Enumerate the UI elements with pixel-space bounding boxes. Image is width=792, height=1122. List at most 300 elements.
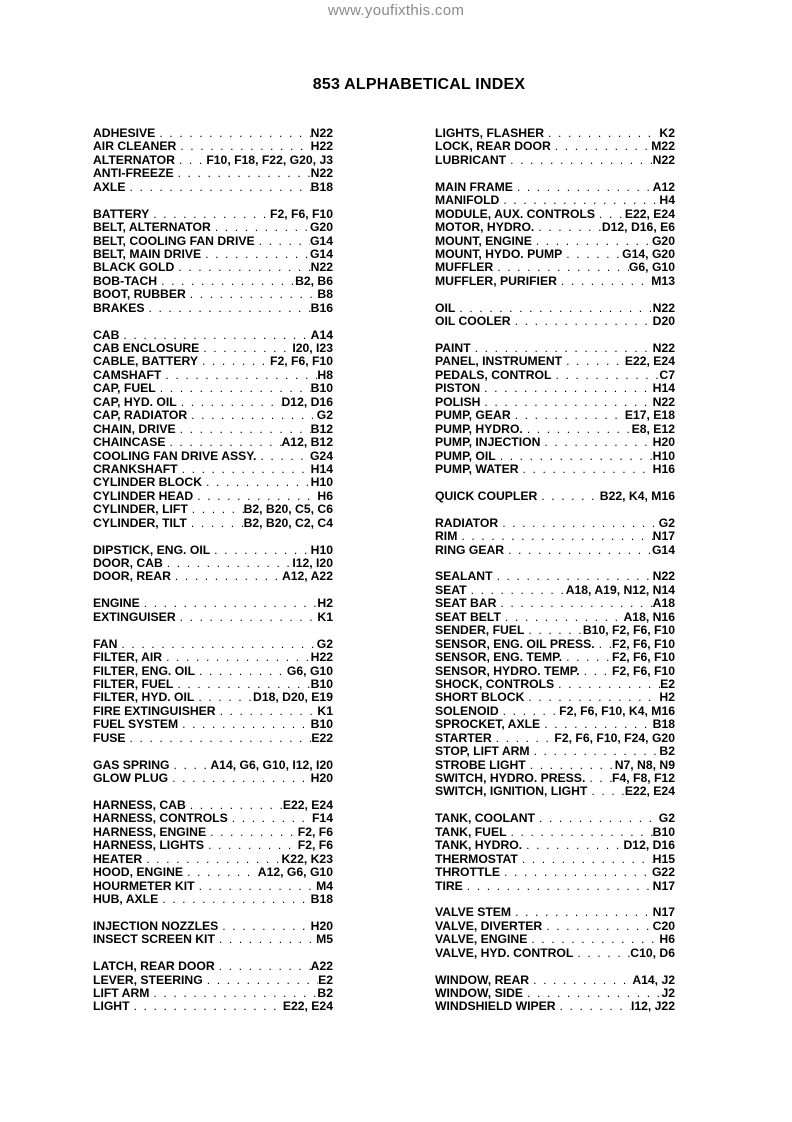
index-entry (435, 638, 675, 651)
index-entry-term: TANK, FUEL (435, 824, 507, 839)
index-entry-reference: A18, A19, N12, N14 (565, 582, 675, 597)
index-entry (435, 665, 675, 678)
index-entry (93, 826, 333, 839)
index-entry (435, 221, 675, 234)
index-entry-reference: G22 (651, 865, 675, 880)
dot-leader (524, 691, 659, 704)
index-entry-term: THERMOSTAT (435, 851, 518, 866)
index-entry-reference: A12, A22 (281, 569, 333, 584)
index-entry-term: LIFT ARM (93, 986, 150, 1000)
page-title: 853 ALPHABETICAL INDEX (312, 76, 526, 93)
index-entry-term: PUMP, OIL (435, 448, 496, 463)
index-entry (93, 974, 333, 987)
index-entry-term: ALTERNATOR (93, 152, 175, 167)
index-entry (435, 409, 675, 422)
dot-leader (493, 261, 629, 274)
index-entry-term: MUFFLER (435, 260, 494, 275)
index-entry-reference: F2, F6, F10 (612, 663, 675, 678)
index-entry-reference: A18, N16 (623, 609, 675, 624)
dot-leader (165, 436, 281, 449)
dot-leader (595, 208, 625, 221)
index-entry-reference: B2, B20, C2, C4 (243, 515, 333, 530)
dot-leader (595, 638, 612, 651)
index-entry-reference: G24 (309, 448, 333, 463)
index-entry-reference: H15 (652, 851, 675, 866)
dot-leader (506, 154, 653, 167)
index-entry-term: CHAINCASE (93, 435, 166, 450)
dot-leader (255, 235, 310, 248)
index-entry-term: LOCK, REAR DOOR (435, 139, 551, 154)
dot-leader (556, 1000, 631, 1013)
dot-leader (183, 866, 258, 879)
dot-leader (198, 355, 270, 368)
dot-leader (585, 772, 612, 785)
index-entry-reference: C20 (652, 918, 675, 933)
index-entry-reference: N17 (652, 905, 675, 920)
index-entry (435, 235, 675, 248)
index-entry (435, 785, 675, 798)
index-entry-term: CAB ENCLOSURE (93, 341, 200, 355)
index-entry-term: CAP, RADIATOR (93, 408, 188, 423)
index-entry (93, 665, 333, 678)
index-entry-term: QUICK COUPLER (435, 488, 538, 503)
dot-leader (523, 987, 661, 1000)
index-entry-reference: F2, F6, F10, F24, G20 (554, 730, 675, 745)
index-entry (93, 718, 333, 731)
dot-leader (119, 329, 310, 342)
index-entry (93, 557, 333, 570)
index-entry (435, 342, 675, 355)
index-entry-term: CAMSHAFT (93, 367, 162, 382)
dot-leader (511, 315, 653, 328)
index-entry-reference: B18 (310, 891, 333, 906)
index-entry-term: LATCH, REAR DOOR (93, 959, 215, 974)
index-entry-term: BRAKES (93, 300, 145, 315)
index-entry (435, 597, 675, 610)
index-entry-reference: N22 (652, 152, 675, 167)
index-entry-term: CYLINDER HEAD (93, 488, 194, 503)
index-entry-reference: H2 (659, 690, 675, 705)
index-entry-term: PEDALS, CONTROL (435, 367, 552, 382)
index-entry (93, 436, 333, 449)
index-entry-reference: D12, D16 (623, 838, 675, 853)
index-entry-term: WINDOW, SIDE (435, 986, 524, 1000)
index-entry (435, 382, 675, 395)
index-entry-reference: A14, G6, G10, I12, I20 (210, 757, 333, 772)
index-entry-term: SWITCH, HYDRO. PRESS. (435, 771, 586, 785)
index-entry-reference: H10 (652, 448, 675, 463)
index-entry-reference: F2, F6 (297, 838, 333, 853)
index-entry-term: TANK, COOLANT (435, 811, 535, 826)
index-entry-term: SENDER, FUEL (435, 623, 525, 638)
index-entry-term: INJECTION NOZZLES (93, 918, 219, 933)
index-entry (435, 678, 675, 691)
index-entry (93, 638, 333, 651)
index-entry-reference: F2, F6, F10 (612, 650, 675, 665)
index-entry-term: ENGINE (93, 596, 140, 611)
index-entry-term: CAB (93, 327, 120, 342)
index-entry (435, 839, 675, 852)
dot-leader (193, 490, 317, 503)
dot-leader (176, 611, 318, 624)
dot-leader (562, 248, 622, 261)
index-entry (93, 503, 333, 516)
index-entry (93, 463, 333, 476)
index-entry-term: OIL COOLER (435, 314, 511, 329)
index-entry (435, 812, 675, 825)
index-column-right (435, 127, 675, 1014)
index-entry-term: PISTON (435, 381, 481, 396)
index-entry-reference: B10, F2, F6, F10 (582, 623, 675, 638)
index-entry-reference: B16 (310, 300, 333, 315)
index-entry (435, 544, 675, 557)
index-entry-reference: G2 (658, 811, 675, 826)
dot-leader (140, 597, 318, 610)
index-entry-term: MOTOR, HYDRO. (435, 220, 535, 235)
dot-leader (527, 933, 659, 946)
index-entry-reference: G14 (309, 233, 333, 248)
dot-leader (529, 974, 632, 987)
dot-leader (496, 450, 653, 463)
index-entry-reference: B2, B6 (295, 273, 333, 288)
index-entry (435, 906, 675, 919)
index-entry (435, 208, 675, 221)
dot-leader (174, 261, 310, 274)
dot-leader (467, 584, 566, 597)
dot-leader (540, 718, 652, 731)
index-entry-term: DIPSTICK, ENG. OIL (93, 542, 211, 557)
index-entry-reference: K22, K23 (281, 851, 333, 866)
index-entry (435, 302, 675, 315)
index-entry-reference: A14 (310, 327, 333, 342)
index-entry-reference: E22 (311, 730, 333, 745)
dot-leader (580, 665, 612, 678)
index-entry (435, 570, 675, 583)
index-entry-term: HARNESS, LIGHTS (93, 838, 205, 853)
dot-leader (534, 221, 602, 234)
index-entry-term: TANK, HYDRO. (435, 838, 523, 853)
dot-leader (142, 853, 281, 866)
dot-leader (551, 369, 659, 382)
index-entry-term: LIGHTS, FLASHER (435, 126, 545, 140)
index-entry (93, 987, 333, 1000)
dot-leader (126, 732, 312, 745)
index-entry (93, 611, 333, 624)
index-entry-reference: A12, G6, G10 (257, 865, 333, 880)
index-entry-reference: J2 (661, 986, 675, 1000)
index-entry-reference: H6 (317, 488, 333, 503)
index-entry-reference: N22 (652, 569, 675, 584)
index-entry-term: POLISH (435, 394, 481, 409)
dot-leader (168, 772, 310, 785)
index-entry-reference: B8 (317, 287, 333, 302)
index-entry (93, 329, 333, 342)
dot-leader (511, 409, 625, 422)
index-entry-reference: B12 (310, 421, 333, 436)
index-entry-reference: M22 (651, 139, 675, 154)
index-entry-term: PUMP, WATER (435, 461, 519, 476)
index-entry (93, 154, 333, 167)
index-entry-term: MOUNT, ENGINE (435, 233, 532, 248)
index-entry (435, 745, 675, 758)
dot-leader (540, 436, 652, 449)
index-entry (93, 772, 333, 785)
index-entry (93, 893, 333, 906)
dot-leader (522, 839, 623, 852)
index-entry (435, 732, 675, 745)
index-entry-reference: H6 (659, 932, 675, 947)
index-entry (93, 275, 333, 288)
dot-leader (195, 665, 287, 678)
dot-leader (500, 866, 652, 879)
index-entry-reference: N22 (310, 126, 333, 140)
index-entry-reference: H4 (659, 193, 675, 208)
dot-leader (518, 853, 653, 866)
index-entry-reference: G20 (309, 220, 333, 235)
index-entry (435, 127, 675, 140)
index-entry (93, 960, 333, 973)
index-entry-term: MANIFOLD (435, 193, 500, 208)
index-entry-term: BOB-TACH (93, 273, 158, 288)
index-entry-reference: F2, F6, F10 (270, 354, 333, 369)
dot-leader (493, 570, 653, 583)
index-entry (435, 181, 675, 194)
index-entry (93, 261, 333, 274)
index-entry (435, 463, 675, 476)
index-entry-term: SEAT BAR (435, 596, 497, 611)
dot-leader (215, 933, 316, 946)
dot-leader (206, 826, 298, 839)
index-entry (435, 423, 675, 436)
dot-leader (218, 920, 310, 933)
index-entry-term: RIM (435, 529, 458, 544)
dot-leader (455, 302, 652, 315)
index-entry-term: SENSOR, ENG. OIL PRESS. (435, 636, 595, 651)
dot-leader (178, 718, 311, 731)
index-entry-term: PANEL, INSTRUMENT (435, 354, 563, 369)
index-entry-reference: M4 (316, 878, 333, 893)
dot-leader (530, 745, 660, 758)
index-entry-reference: H14 (652, 381, 675, 396)
dot-leader (463, 880, 653, 893)
dot-leader (178, 463, 311, 476)
index-entry-reference: H16 (652, 461, 675, 476)
index-entry-reference: E2 (318, 972, 333, 987)
index-entry-reference: B2 (659, 744, 675, 759)
index-entry-term: SOLENOID (435, 703, 499, 718)
index-entry (93, 705, 333, 718)
index-entry-term: MAIN FRAME (435, 179, 513, 194)
index-entry-term: INSECT SCREEN KIT (93, 932, 215, 947)
index-entry (93, 933, 333, 946)
index-entry-term: MUFFLER, PURIFIER (435, 273, 557, 288)
dot-leader (126, 181, 311, 194)
index-entry (93, 839, 333, 852)
index-entry (93, 409, 333, 422)
dot-leader (211, 221, 310, 234)
index-entry (435, 154, 675, 167)
index-entry-reference: B18 (310, 179, 333, 194)
index-entry (93, 799, 333, 812)
dot-leader (551, 140, 652, 153)
index-entry (93, 167, 333, 180)
index-entry (93, 678, 333, 691)
dot-leader (157, 275, 295, 288)
dot-leader (519, 463, 653, 476)
index-entry (93, 127, 333, 140)
index-entry (93, 208, 333, 221)
index-column-left (93, 127, 333, 1014)
dot-leader (501, 611, 624, 624)
index-entry-term: SEALANT (435, 569, 493, 584)
index-entry-term: HEATER (93, 851, 143, 866)
dot-leader (507, 826, 653, 839)
index-entry-term: CYLINDER, LIFT (93, 502, 188, 517)
dot-leader (162, 651, 311, 664)
dot-leader (562, 355, 625, 368)
index-entry (93, 221, 333, 234)
index-entry-term: BATTERY (93, 206, 150, 221)
dot-leader (204, 839, 298, 852)
index-entry-term: ADHESIVE (93, 126, 156, 140)
index-entry-term: EXTINGUISER (93, 609, 176, 624)
index-entry-reference: H20 (310, 771, 333, 785)
dot-leader (587, 785, 625, 798)
index-entry (93, 369, 333, 382)
index-entry-reference: F10, F18, F22, G20, J3 (206, 152, 333, 167)
index-entry-term: HARNESS, CAB (93, 797, 186, 812)
dot-leader (161, 369, 317, 382)
index-entry-reference: H8 (317, 367, 333, 382)
index-entry-reference: E22, E24 (624, 784, 675, 799)
dot-leader (201, 248, 310, 261)
index-entry-term: CABLE, BATTERY (93, 354, 198, 369)
index-entry (93, 140, 333, 153)
index-entry-reference: A18 (652, 596, 675, 611)
index-entry-reference: E22, E24 (282, 797, 333, 812)
index-entry-term: COOLING FAN DRIVE ASSY. (93, 448, 257, 463)
index-entry-reference: F14 (311, 811, 333, 826)
index-entry (435, 194, 675, 207)
index-entry-term: CHAIN, DRIVE (93, 421, 176, 436)
index-entry-term: HARNESS, ENGINE (93, 824, 207, 839)
index-entry (93, 517, 333, 530)
dot-leader (499, 194, 659, 207)
dot-leader (496, 597, 652, 610)
index-entry-reference: G6, G10 (286, 663, 333, 678)
index-entry-term: HOOD, ENGINE (93, 865, 184, 880)
index-entry-term: ANTI-FREEZE (93, 166, 174, 181)
index-entry (435, 530, 675, 543)
index-entry-term: SHORT BLOCK (435, 690, 525, 705)
index-entry-reference: N22 (310, 166, 333, 181)
dot-leader (203, 974, 318, 987)
index-entry-reference: E22, E24 (624, 354, 675, 369)
index-entry-term: WINDSHIELD WIPER (435, 999, 556, 1014)
dot-leader (149, 208, 270, 221)
index-entry-term: VALVE, ENGINE (435, 932, 528, 947)
index-entry-reference: N22 (652, 341, 675, 355)
index-entry-reference: N22 (652, 300, 675, 315)
dot-leader (215, 960, 311, 973)
index-entry-reference: F2, F6 (297, 824, 333, 839)
index-entry-term: GLOW PLUG (93, 771, 169, 785)
dot-leader (513, 181, 653, 194)
index-entry-reference: A22 (310, 959, 333, 974)
index-entry (93, 396, 333, 409)
dot-leader (194, 691, 253, 704)
index-entry-term: CAP, HYD. OIL (93, 394, 177, 409)
index-entry (435, 718, 675, 731)
index-entry (435, 261, 675, 274)
index-entry-term: VALVE STEM (435, 905, 512, 920)
index-entry-reference: B10 (310, 676, 333, 691)
index-entry-term: HARNESS, CONTROLS (93, 811, 228, 826)
index-entry-term: HUB, AXLE (93, 891, 159, 906)
dot-leader (554, 678, 660, 691)
index-entry-reference: K1 (317, 703, 333, 718)
index-entry (435, 248, 675, 261)
index-entry-reference: D12, D16, E6 (601, 220, 675, 235)
index-entry (435, 396, 675, 409)
index-entry-reference: I20, I23 (292, 341, 333, 355)
index-entry-reference: B2, B20, C5, C6 (243, 502, 333, 517)
index-entry-term: SEAT BELT (435, 609, 501, 624)
index-entry-term: FUEL SYSTEM (93, 717, 179, 732)
index-entry (435, 705, 675, 718)
index-entry-reference: B10 (310, 717, 333, 732)
index-entry-term: SENSOR, HYDRO. TEMP. (435, 663, 580, 678)
index-entry-reference: N17 (652, 529, 675, 544)
index-entry-term: FAN (93, 636, 118, 651)
index-entry-term: GAS SPRING (93, 757, 170, 772)
index-entry (435, 826, 675, 839)
index-entry-term: FIRE EXTINGUISHER (93, 703, 216, 718)
dot-leader (544, 127, 659, 140)
index-entry (435, 691, 675, 704)
index-entry-reference: D20 (652, 314, 675, 329)
index-entry-term: AXLE (93, 179, 126, 194)
index-entry (435, 866, 675, 879)
index-entry-term: STOP, LIFT ARM (435, 744, 530, 759)
index-entry (93, 1000, 333, 1013)
index-entry (435, 275, 675, 288)
index-entry-reference: E22, E24 (624, 206, 675, 221)
index-entry-term: SENSOR, ENG. TEMP. (435, 650, 563, 665)
index-entry-term: FILTER, FUEL (93, 676, 174, 691)
dot-leader (187, 409, 317, 422)
index-entry (93, 570, 333, 583)
dot-leader (187, 517, 244, 530)
index-entry-term: LEVER, STEERING (93, 972, 203, 987)
dot-leader (526, 759, 615, 772)
index-entry-reference: H22 (310, 139, 333, 154)
dot-leader (177, 396, 282, 409)
index-entry (93, 423, 333, 436)
index-entry-reference: A12 (652, 179, 675, 194)
index-entry-term: CYLINDER BLOCK (93, 475, 203, 490)
dot-leader (573, 947, 630, 960)
index-entry-reference: M5 (316, 932, 333, 947)
index-entry-term: PUMP, GEAR (435, 408, 511, 423)
dot-leader (498, 517, 659, 530)
dot-leader (170, 759, 211, 772)
index-entry-term: CYLINDER, TILT (93, 515, 187, 530)
index-entry-reference: G6, G10 (628, 260, 675, 275)
index-entry (435, 880, 675, 893)
index-entry (93, 181, 333, 194)
index-entry (435, 490, 675, 503)
